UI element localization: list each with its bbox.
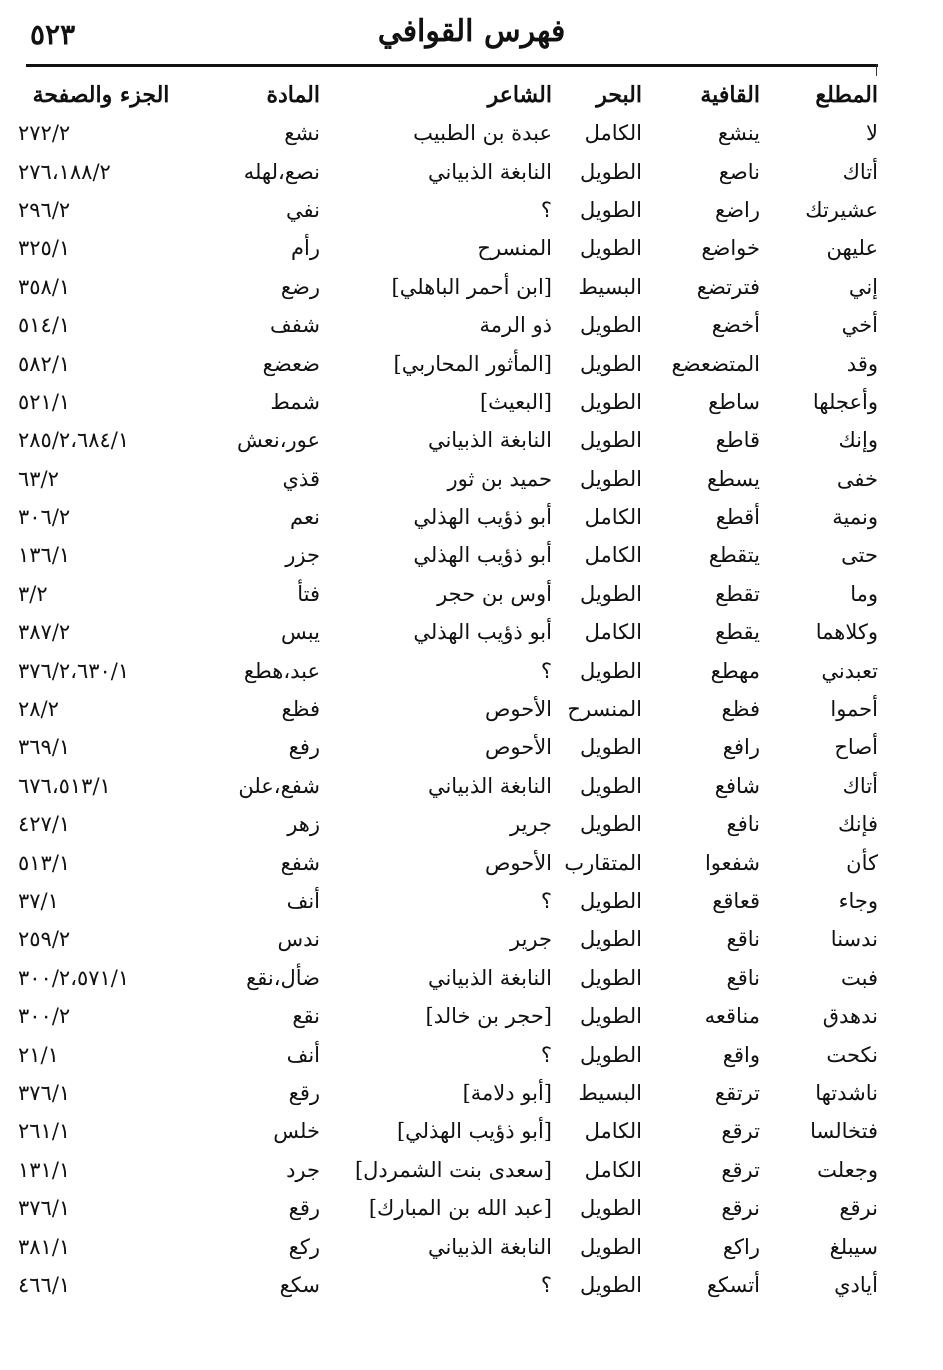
volume-page-text: ٣٠٦/٢ <box>18 505 71 530</box>
cell-bahr: الطويل <box>579 313 642 338</box>
cell-volume-page <box>18 997 184 1035</box>
cell-shaer: [سعدى بنت الشمردل] <box>354 1157 552 1182</box>
cell-volume-page <box>18 1189 184 1227</box>
cell-volume-page <box>18 805 184 843</box>
cell-shaer: [أبو دلامة] <box>462 1080 552 1105</box>
cell-madda: ركع <box>288 1234 320 1259</box>
cell-bahr: الطويل <box>579 1004 642 1029</box>
volume-page-text: ٢٦١/١ <box>18 1119 71 1144</box>
cell-shaer: حميد بن ثور <box>447 466 552 491</box>
cell-qafiya: المتضعضع <box>671 351 760 376</box>
cell-shaer: المنسرح <box>477 236 552 261</box>
cell-shaer: [حجر بن خالد] <box>425 1004 552 1029</box>
cell-volume-page <box>18 767 184 805</box>
cell-bahr: الطويل <box>579 159 642 184</box>
table-row <box>18 1074 878 1112</box>
cell-madda: عور،نعش <box>236 428 320 453</box>
table-row <box>18 383 878 421</box>
cell-matla: لا <box>866 121 878 146</box>
cell-volume-page <box>18 344 184 382</box>
cell-qafiya: مهطع <box>710 658 760 683</box>
cell-bahr: البسيط <box>578 1080 642 1105</box>
cell-volume-page <box>18 575 184 613</box>
cell-volume-page <box>18 536 184 574</box>
cell-qafiya: ترقع <box>721 1157 760 1182</box>
cell-qafiya: ترقع <box>721 1119 760 1144</box>
volume-page-text: ٣٧٦/١ <box>18 1196 71 1221</box>
cell-madda: رقع <box>288 1080 320 1105</box>
cell-bahr: الطويل <box>579 236 642 261</box>
volume-page-text: ٢١/١ <box>18 1042 59 1067</box>
cell-matla: سيبلغ <box>829 1234 878 1259</box>
cell-matla: أخي <box>841 313 878 338</box>
cell-volume-page <box>18 1112 184 1150</box>
cell-madda: نقع <box>292 1004 320 1029</box>
cell-volume-page <box>18 306 184 344</box>
volume-page-text: ٣٨٧/٢ <box>18 620 71 645</box>
table-row <box>18 460 878 498</box>
table-row <box>18 920 878 958</box>
cell-shaer: الأحوص <box>484 735 552 760</box>
cell-matla: عشيرتك <box>805 197 878 222</box>
cell-bahr: الطويل <box>579 658 642 683</box>
cell-volume-page <box>18 152 184 190</box>
cell-volume-page <box>18 1151 184 1189</box>
cell-matla: أحموا <box>830 697 878 722</box>
cell-matla: وأعجلها <box>812 389 878 414</box>
cell-shaer: النابغة الذبياني <box>427 159 552 184</box>
page-number: ٥٢٣ <box>30 18 76 51</box>
cell-shaer: أبو ذؤيب الهذلي <box>413 620 552 645</box>
cell-shaer: [عبد الله بن المبارك] <box>368 1196 552 1221</box>
cell-matla: عليهن <box>826 236 878 261</box>
column-header-volume-page: الجزء والصفحة <box>32 82 170 108</box>
volume-page-text: ٢٨/٢ <box>18 697 59 722</box>
cell-qafiya: رافع <box>722 735 760 760</box>
cell-madda: شفف <box>270 313 320 338</box>
cell-shaer: جرير <box>510 927 552 952</box>
table-row <box>18 767 878 805</box>
cell-volume-page <box>18 1074 184 1112</box>
cell-madda: رأم <box>291 236 320 261</box>
cell-bahr: الطويل <box>579 351 642 376</box>
cell-volume-page <box>18 882 184 920</box>
volume-page-text: ٣٢٥/١ <box>18 236 71 261</box>
volume-page-text: ٣٧٦/٢،٦٣٠/١ <box>18 658 130 683</box>
table-row <box>18 613 878 651</box>
cell-matla: وكلاهما <box>815 620 878 645</box>
cell-madda: أنف <box>286 1042 320 1067</box>
cell-qafiya: ناقع <box>726 965 760 990</box>
cell-qafiya: راضع <box>715 197 760 222</box>
cell-bahr: الطويل <box>579 735 642 760</box>
cell-volume-page <box>18 1227 184 1265</box>
cell-volume-page <box>18 651 184 689</box>
cell-bahr: الطويل <box>579 1234 642 1259</box>
column-header-bahr: البحر <box>596 82 642 108</box>
cell-qafiya: راكع <box>722 1234 760 1259</box>
cell-volume-page <box>18 920 184 958</box>
cell-madda: سكع <box>279 1272 320 1297</box>
cell-bahr: البسيط <box>578 274 642 299</box>
cell-shaer: الأحوص <box>484 697 552 722</box>
table-row <box>18 344 878 382</box>
cell-shaer: أوس بن حجر <box>437 581 552 606</box>
cell-bahr: الطويل <box>579 581 642 606</box>
cell-qafiya: فترتضع <box>696 274 760 299</box>
cell-qafiya: شافع <box>714 773 760 798</box>
cell-madda: خلس <box>273 1119 320 1144</box>
cell-qafiya: نافع <box>726 812 760 837</box>
cell-madda: شفع <box>280 850 320 875</box>
table-row <box>18 1266 878 1304</box>
cell-qafiya: تقطع <box>715 581 760 606</box>
cell-madda: زهر <box>287 812 320 837</box>
cell-qafiya: شفعوا <box>704 850 760 875</box>
volume-page-text: ٣٠٠/٢،٥٧١/١ <box>18 965 130 990</box>
table-row <box>18 1035 878 1073</box>
cell-bahr: الطويل <box>579 466 642 491</box>
cell-bahr: الكامل <box>584 121 642 146</box>
cell-matla: وإنك <box>838 428 878 453</box>
cell-matla: إني <box>848 274 878 299</box>
column-header-matla: المطلع <box>815 82 878 108</box>
cell-bahr: الطويل <box>579 927 642 952</box>
cell-madda: فظع <box>281 697 320 722</box>
cell-qafiya: واقع <box>722 1042 760 1067</box>
table-row <box>18 1189 878 1227</box>
cell-shaer: [البعيث] <box>479 389 552 414</box>
volume-page-text: ٥١٤/١ <box>18 313 71 338</box>
header-rule-tick <box>876 64 877 76</box>
cell-madda: نشع <box>284 121 320 146</box>
cell-bahr: المنسرح <box>567 697 642 722</box>
cell-qafiya: يسطع <box>707 466 760 491</box>
cell-shaer: الأحوص <box>484 850 552 875</box>
volume-page-text: ٢٧٢/٢ <box>18 121 71 146</box>
cell-madda: نعم <box>290 505 320 530</box>
volume-page-text: ٢٩٦/٢ <box>18 197 71 222</box>
cell-shaer: ؟ <box>540 1272 552 1297</box>
cell-madda: قذي <box>282 466 320 491</box>
page-title: فهرس القوافي <box>377 14 566 49</box>
cell-madda: يبس <box>281 620 320 645</box>
volume-page-text: ٤٦٦/١ <box>18 1272 71 1297</box>
cell-volume-page <box>18 728 184 766</box>
cell-qafiya: قعاقع <box>712 889 760 913</box>
cell-madda: رضع <box>280 274 320 299</box>
cell-volume-page <box>18 114 184 152</box>
volume-page-text: ٣٥٨/١ <box>18 274 71 299</box>
volume-page-text: ٢٥٩/٢ <box>18 927 71 952</box>
cell-matla: وقد <box>846 351 878 376</box>
cell-madda: أنف <box>286 889 320 913</box>
cell-qafiya: خواضع <box>701 236 760 261</box>
cell-matla: ناشدتها <box>815 1080 878 1105</box>
cell-bahr: الطويل <box>579 197 642 222</box>
cell-qafiya: فظع <box>721 697 760 722</box>
table-row <box>18 1112 878 1150</box>
cell-madda: فتأ <box>297 581 320 606</box>
volume-page-text: ٥٨٢/١ <box>18 351 71 376</box>
table-header-row <box>18 76 878 114</box>
cell-bahr: الطويل <box>579 812 642 837</box>
table-row <box>18 805 878 843</box>
volume-page-text: ١٣٦/١ <box>18 543 71 568</box>
cell-matla: نكحت <box>826 1042 878 1067</box>
cell-qafiya: ناقع <box>726 927 760 952</box>
table-row <box>18 651 878 689</box>
cell-bahr: الطويل <box>579 1196 642 1221</box>
cell-matla: ونمية <box>832 505 878 530</box>
cell-volume-page <box>18 191 184 229</box>
cell-matla: ندهدق <box>822 1004 878 1029</box>
cell-matla: أصاح <box>834 735 878 760</box>
cell-volume-page <box>18 1266 184 1304</box>
cell-madda: ضأل،نقع <box>246 965 320 990</box>
cell-matla: فتخالسا <box>810 1119 878 1144</box>
volume-page-text: ٤٢٧/١ <box>18 812 71 837</box>
volume-page-text: ٢٧٦،١٨٨/٢ <box>18 159 111 184</box>
cell-shaer: ذو الرمة <box>479 313 552 338</box>
table-row <box>18 268 878 306</box>
cell-shaer: النابغة الذبياني <box>427 773 552 798</box>
volume-page-text: ٣٧٦/١ <box>18 1080 71 1105</box>
cell-qafiya: أقطع <box>715 505 760 530</box>
table-row <box>18 690 878 728</box>
cell-volume-page <box>18 498 184 536</box>
volume-page-text: ١٣١/١ <box>18 1157 71 1182</box>
volume-page-text: ٣٦٩/١ <box>18 735 71 760</box>
table-row <box>18 536 878 574</box>
cell-shaer: ؟ <box>540 658 552 683</box>
cell-madda: شفع،علن <box>238 773 320 798</box>
cell-qafiya: أخضع <box>711 313 760 338</box>
volume-page-text: ٣٧/١ <box>18 889 59 913</box>
cell-shaer: [المأثور المحاربي] <box>393 351 552 376</box>
cell-shaer: النابغة الذبياني <box>427 965 552 990</box>
column-header-madda: المادة <box>266 82 320 108</box>
table-row <box>18 843 878 881</box>
cell-volume-page <box>18 959 184 997</box>
cell-shaer: ؟ <box>540 889 552 913</box>
volume-page-text: ٦٣/٢ <box>18 466 59 491</box>
cell-matla: أتاك <box>842 159 878 184</box>
cell-bahr: الطويل <box>579 1042 642 1067</box>
cell-matla: خفى <box>836 466 878 491</box>
volume-page-text: ٢٨٥/٢،٦٨٤/١ <box>18 428 130 453</box>
cell-matla: تعبدني <box>821 658 878 683</box>
cell-bahr: الطويل <box>579 773 642 798</box>
cell-shaer: ؟ <box>540 197 552 222</box>
cell-madda: رفع <box>288 735 320 760</box>
cell-madda: رقع <box>288 1196 320 1221</box>
header-rule <box>26 64 878 67</box>
cell-qafiya: يقطع <box>715 620 760 645</box>
table-row <box>18 498 878 536</box>
cell-shaer: جرير <box>510 812 552 837</box>
table-row <box>18 229 878 267</box>
cell-volume-page <box>18 460 184 498</box>
cell-matla: فبت <box>841 965 878 990</box>
cell-volume-page <box>18 613 184 651</box>
cell-bahr: الكامل <box>584 1157 642 1182</box>
cell-bahr: الكامل <box>584 620 642 645</box>
cell-volume-page <box>18 383 184 421</box>
cell-shaer: أبو ذؤيب الهذلي <box>413 505 552 530</box>
cell-volume-page <box>18 843 184 881</box>
cell-qafiya: ناصع <box>718 159 760 184</box>
cell-madda: ضعضع <box>262 351 320 376</box>
table-row <box>18 114 878 152</box>
cell-qafiya: ترتقع <box>714 1080 760 1105</box>
table-row <box>18 728 878 766</box>
column-header-qafiya: القافية <box>700 82 760 108</box>
cell-bahr: الكامل <box>584 505 642 530</box>
cell-bahr: الطويل <box>579 889 642 913</box>
cell-volume-page <box>18 268 184 306</box>
volume-page-text: ٣٨١/١ <box>18 1234 71 1259</box>
cell-madda: نصع،لهله <box>243 159 320 184</box>
cell-volume-page <box>18 229 184 267</box>
table-row <box>18 191 878 229</box>
cell-shaer: أبو ذؤيب الهذلي <box>413 543 552 568</box>
table-row <box>18 882 878 920</box>
cell-bahr: الطويل <box>579 389 642 414</box>
cell-qafiya: نرقع <box>721 1196 760 1221</box>
table-body <box>18 114 878 1304</box>
cell-madda: عبد،هطع <box>243 658 320 683</box>
cell-bahr: الطويل <box>579 965 642 990</box>
table-row <box>18 306 878 344</box>
cell-matla: كأن <box>846 850 878 875</box>
cell-matla: فإنك <box>838 812 878 837</box>
volume-page-text: ٣/٢ <box>18 581 48 606</box>
cell-volume-page <box>18 421 184 459</box>
cell-shaer: النابغة الذبياني <box>427 1234 552 1259</box>
table-row <box>18 152 878 190</box>
cell-bahr: الكامل <box>584 1119 642 1144</box>
volume-page-text: ٥١٣/١ <box>18 850 71 875</box>
cell-bahr: الكامل <box>584 543 642 568</box>
volume-page-text: ٥٢١/١ <box>18 389 71 414</box>
cell-qafiya: مناقعه <box>704 1004 760 1029</box>
cell-qafiya: ينشع <box>717 121 760 146</box>
cell-qafiya: يتقطع <box>708 543 760 568</box>
cell-madda: جرد <box>286 1157 320 1182</box>
rhymes-index-table <box>18 76 878 1304</box>
cell-matla: حتى <box>841 543 878 568</box>
cell-matla: وما <box>850 581 878 606</box>
cell-madda: جزر <box>285 543 320 568</box>
table-row <box>18 1227 878 1265</box>
cell-volume-page <box>18 1035 184 1073</box>
cell-qafiya: ساطع <box>708 389 760 414</box>
cell-matla: أتاك <box>842 773 878 798</box>
table-row <box>18 997 878 1035</box>
cell-shaer: عبدة بن الطبيب <box>413 121 552 146</box>
cell-shaer: [ابن أحمر الباهلي] <box>391 274 552 299</box>
cell-matla: أيادي <box>834 1272 878 1297</box>
cell-madda: نفي <box>286 197 320 222</box>
volume-page-text: ٦٧٦،٥١٣/١ <box>18 773 111 798</box>
cell-madda: ندس <box>277 927 320 952</box>
cell-matla: وجعلت <box>817 1157 878 1182</box>
cell-matla: نرقع <box>839 1196 878 1221</box>
volume-page-text: ٣٠٠/٢ <box>18 1004 71 1029</box>
table-row <box>18 575 878 613</box>
cell-madda: شمط <box>270 389 320 414</box>
cell-matla: وجاء <box>838 889 878 913</box>
cell-bahr: الطويل <box>579 428 642 453</box>
cell-qafiya: أتسكع <box>706 1272 760 1297</box>
cell-bahr: الطويل <box>579 1272 642 1297</box>
cell-shaer: ؟ <box>540 1042 552 1067</box>
cell-bahr: المتقارب <box>564 850 642 875</box>
table-row <box>18 959 878 997</box>
cell-qafiya: قاطع <box>715 428 760 453</box>
table-row <box>18 1151 878 1189</box>
cell-matla: ندسنا <box>830 927 878 952</box>
cell-shaer: [أبو ذؤيب الهذلي] <box>396 1119 552 1144</box>
table-row <box>18 421 878 459</box>
cell-volume-page <box>18 690 184 728</box>
column-header-shaer: الشاعر <box>487 82 552 108</box>
cell-shaer: النابغة الذبياني <box>427 428 552 453</box>
